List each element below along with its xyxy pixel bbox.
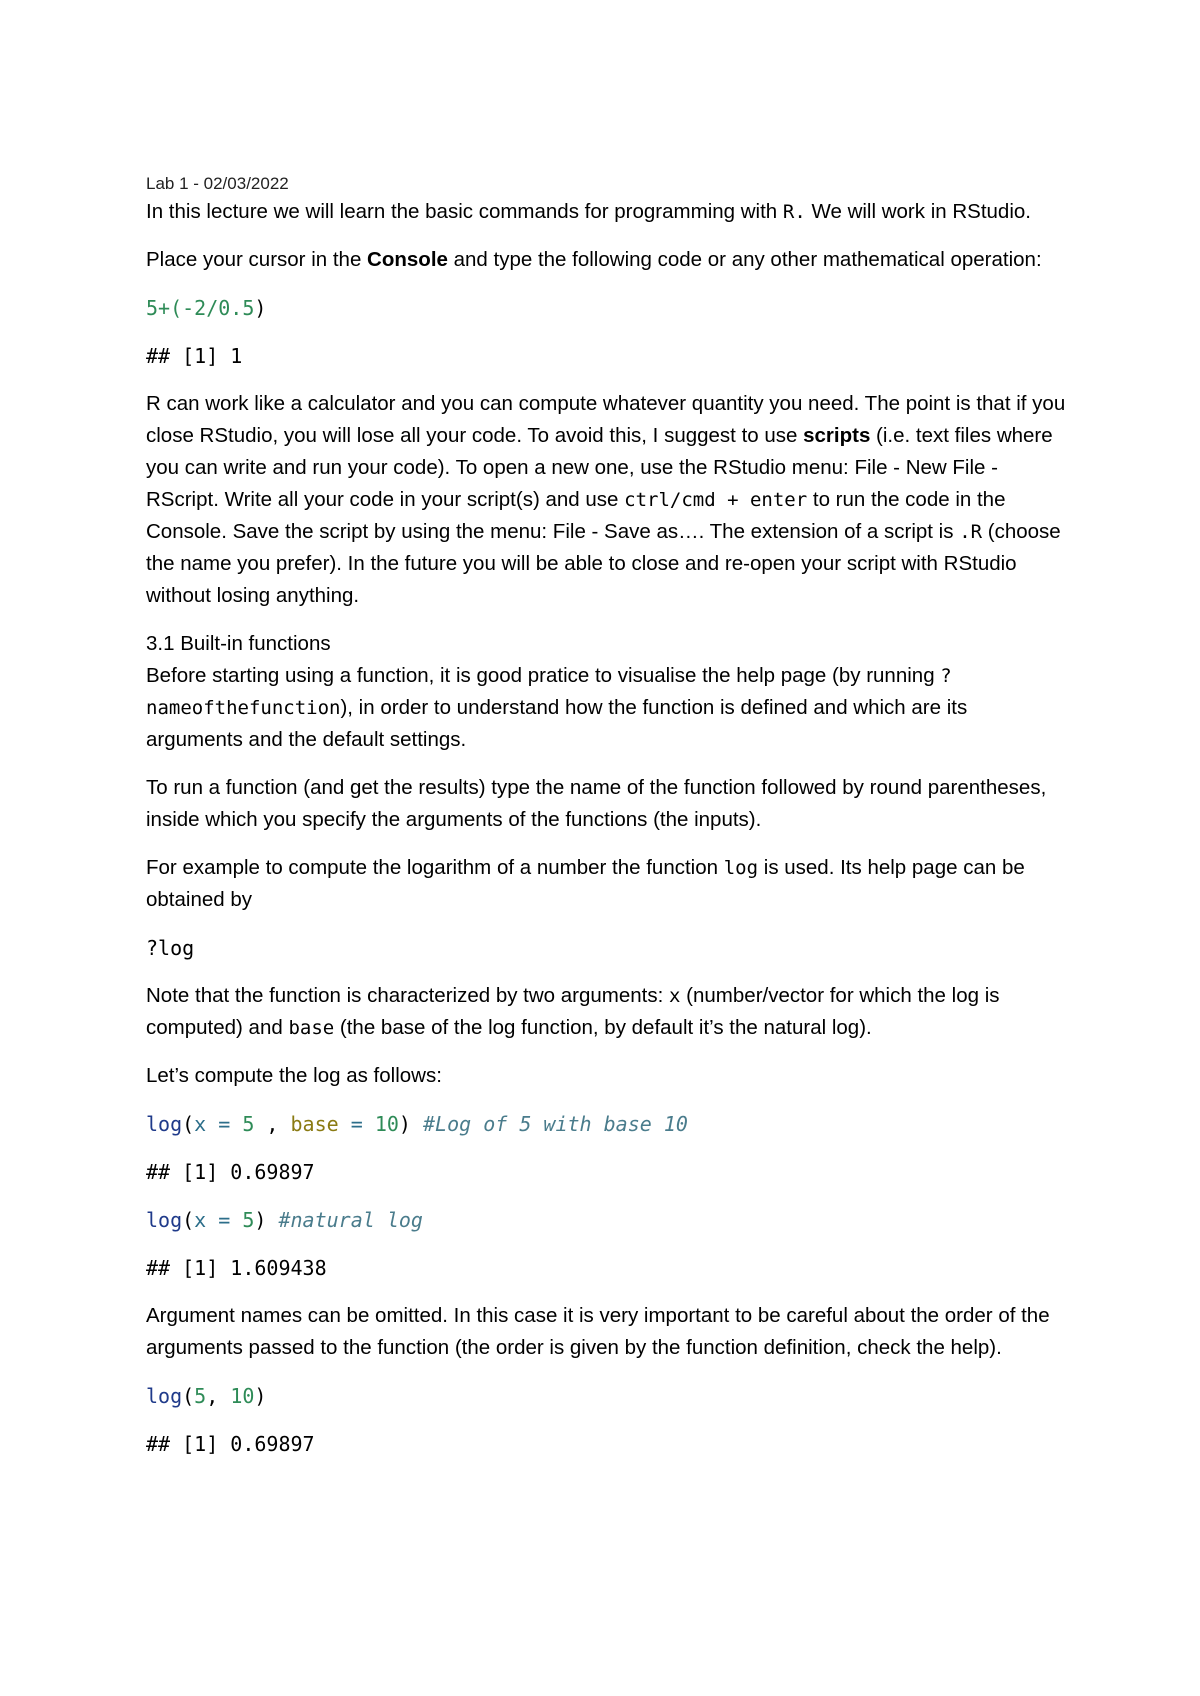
omit-names-paragraph: Argument names can be omitted. In this case it is very important to be careful about the order of the arguments passed to the function (the order is given by the function definition, check the help).	[146, 1304, 1050, 1359]
calculator-paragraph: R can work like a calculator and you can compute whatever quantity you need. The point is that if you close RStudio, you will lose all your code. To avoid this, I suggest to use scripts (i.e. text files where you can write and run your code). To open a new one, use the RStudio menu: File - New File - RScript. Write all your code in your script(s) and use ctrl/cmd + enter to run the code in the Console. Save the script by using the menu: File - Save as…. The extension of a script is .R (choose the name you prefer). In the future you will be able to close and re-open your script with RStudio without losing anything.	[146, 392, 1066, 607]
section-heading: 3.1 Built-in functions	[146, 632, 331, 655]
document-page	[146, 172, 1066, 1476]
output-block-log-base: ## [1] 0.69897	[146, 1160, 315, 1184]
inline-code-ext: .R	[959, 521, 983, 543]
code-block-help: ?log	[146, 936, 195, 960]
inline-code-base: base	[288, 1017, 335, 1039]
code-block-log-positional: log(5, 10)	[146, 1384, 267, 1408]
inline-code-shortcut: ctrl/cmd + enter	[624, 489, 808, 511]
run-function-paragraph: To run a function (and get the results) type the name of the function followed by round parentheses, inside which you specify the arguments of the functions (the inputs).	[146, 776, 1047, 831]
inline-code-r: R.	[782, 201, 806, 223]
arguments-paragraph: Note that the function is characterized by two arguments: x (number/vector for which the log is computed) and base (the base of the log function, by default it’s the natural log).	[146, 984, 1000, 1039]
code-block-arith: 5+(-2/0.5)	[146, 296, 267, 320]
inline-code-help: ?nameofthefunction	[146, 665, 952, 719]
compute-paragraph: Let’s compute the log as follows:	[146, 1064, 442, 1087]
output-block-log-positional: ## [1] 0.69897	[146, 1432, 315, 1456]
output-block-arith: ## [1] 1	[146, 344, 243, 368]
code-block-log-natural: log(x = 5) #natural log	[146, 1208, 423, 1232]
inline-code-log: log	[723, 857, 759, 879]
output-block-log-natural: ## [1] 1.609438	[146, 1256, 327, 1280]
intro-paragraph: In this lecture we will learn the basic commands for programming with R. We will work in RStudio.	[146, 200, 1031, 223]
help-paragraph: Before starting using a function, it is good pratice to visualise the help page (by running ?nameofthefunction), in order to understand how the function is defined and which are its arguments and the default settings.	[146, 664, 968, 751]
console-paragraph: Place your cursor in the Console and type the following code or any other mathematical operation:	[146, 248, 1042, 271]
log-example-paragraph: For example to compute the logarithm of a number the function log is used. Its help page can be obtained by	[146, 856, 1025, 911]
scripts-bold: scripts	[803, 424, 871, 447]
inline-code-x: x	[669, 985, 681, 1007]
console-bold: Console	[367, 248, 448, 271]
code-block-log-base: log(x = 5 , base = 10) #Log of 5 with base 10	[146, 1112, 688, 1136]
lab-header: Lab 1 - 02/03/2022	[146, 174, 289, 193]
